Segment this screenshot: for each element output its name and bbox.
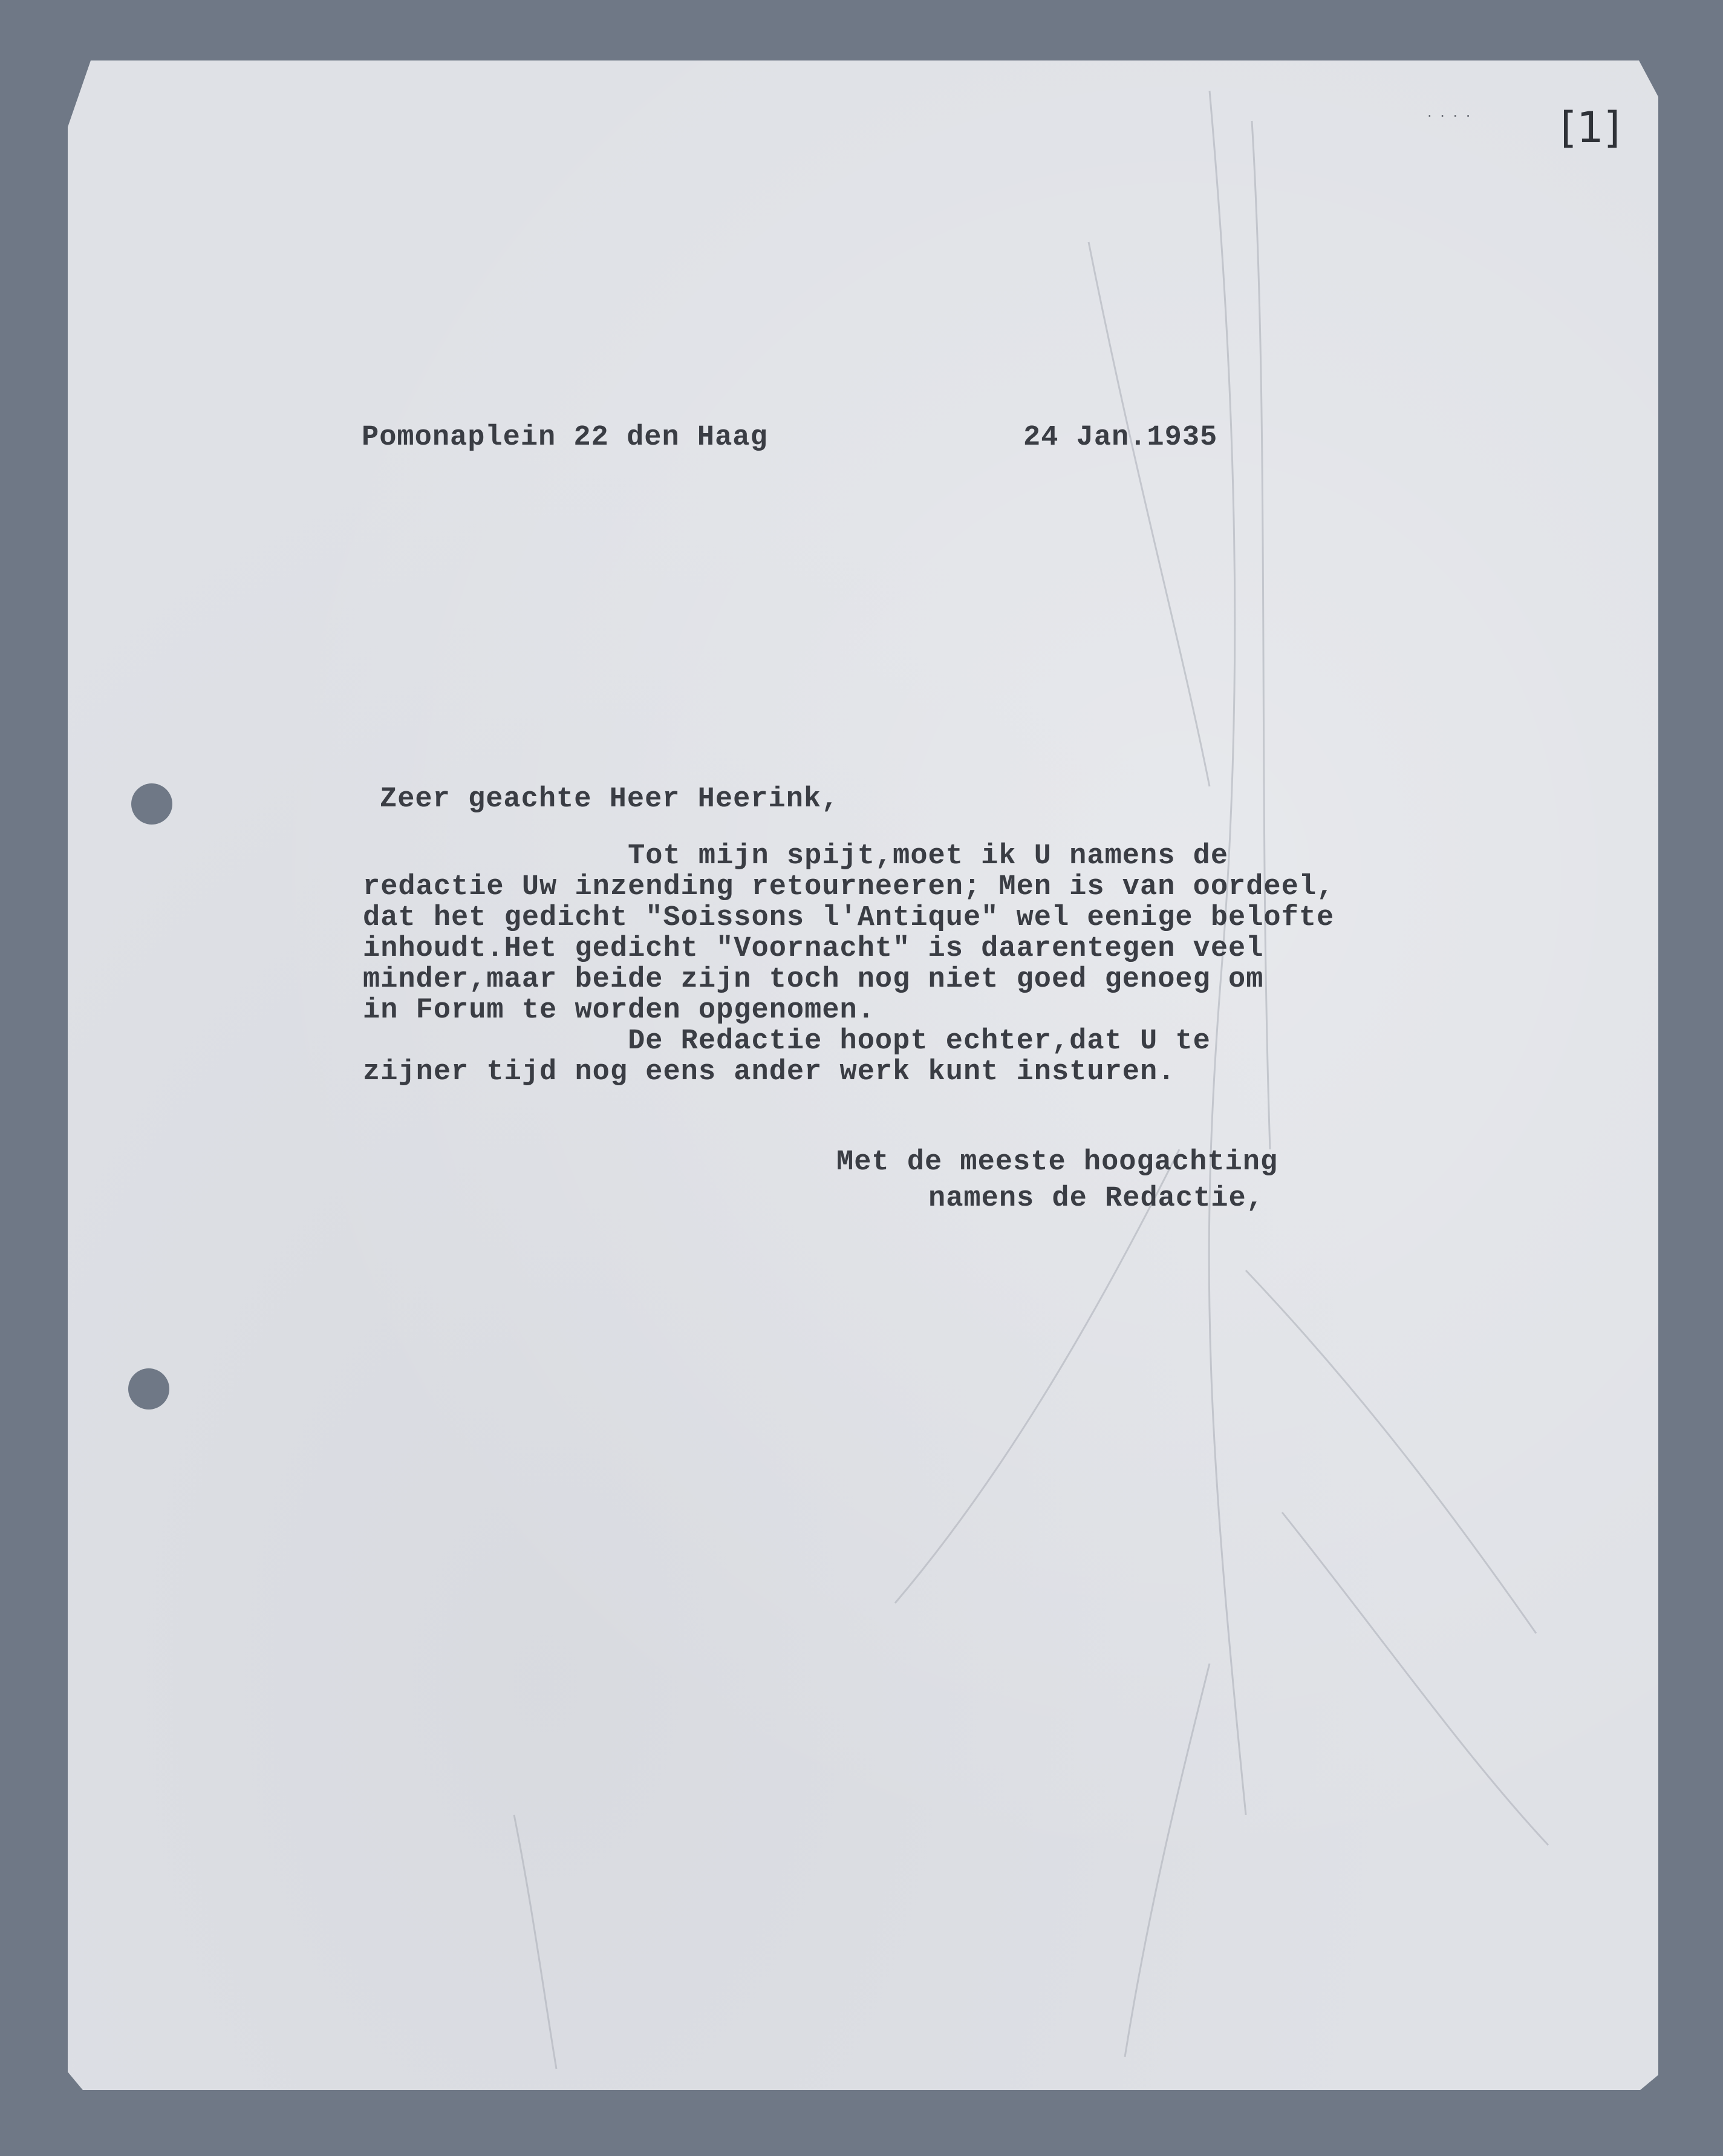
punch-hole-top	[131, 783, 172, 825]
body-line: De Redactie hoopt echter,dat U te	[363, 1025, 1211, 1057]
body-line: zijner tijd nog eens ander werk kunt insturen.	[363, 1056, 1176, 1088]
archive-pencil-notation: · · · ·	[1427, 108, 1473, 125]
salutation: Zeer geachte Heer Heerink,	[380, 783, 839, 815]
body-line: minder,maar beide zijn toch nog niet goed genoeg om	[363, 964, 1264, 996]
body-line: dat het gedicht "Soissons l'Antique" wel eenige belofte	[363, 902, 1335, 934]
signature-line: namens de Redactie,	[928, 1183, 1264, 1215]
letter-body	[363, 841, 1334, 1088]
sender-address: Pomonaplein 22 den Haag	[362, 422, 768, 454]
archive-number: [1]	[1560, 103, 1621, 152]
punch-hole-bottom	[128, 1368, 169, 1410]
letter-date: 24 Jan.1935	[1023, 422, 1218, 454]
body-line: redactie Uw inzending retourneeren; Men is van oordeel,	[363, 871, 1335, 903]
closing-line: Met de meeste hoogachting	[836, 1146, 1278, 1178]
body-line: in Forum te worden opgenomen.	[363, 995, 875, 1027]
body-line: Tot mijn spijt,moet ik U namens de	[363, 840, 1229, 872]
body-line: inhoudt.Het gedicht "Voornacht" is daarentegen veel	[363, 933, 1264, 965]
